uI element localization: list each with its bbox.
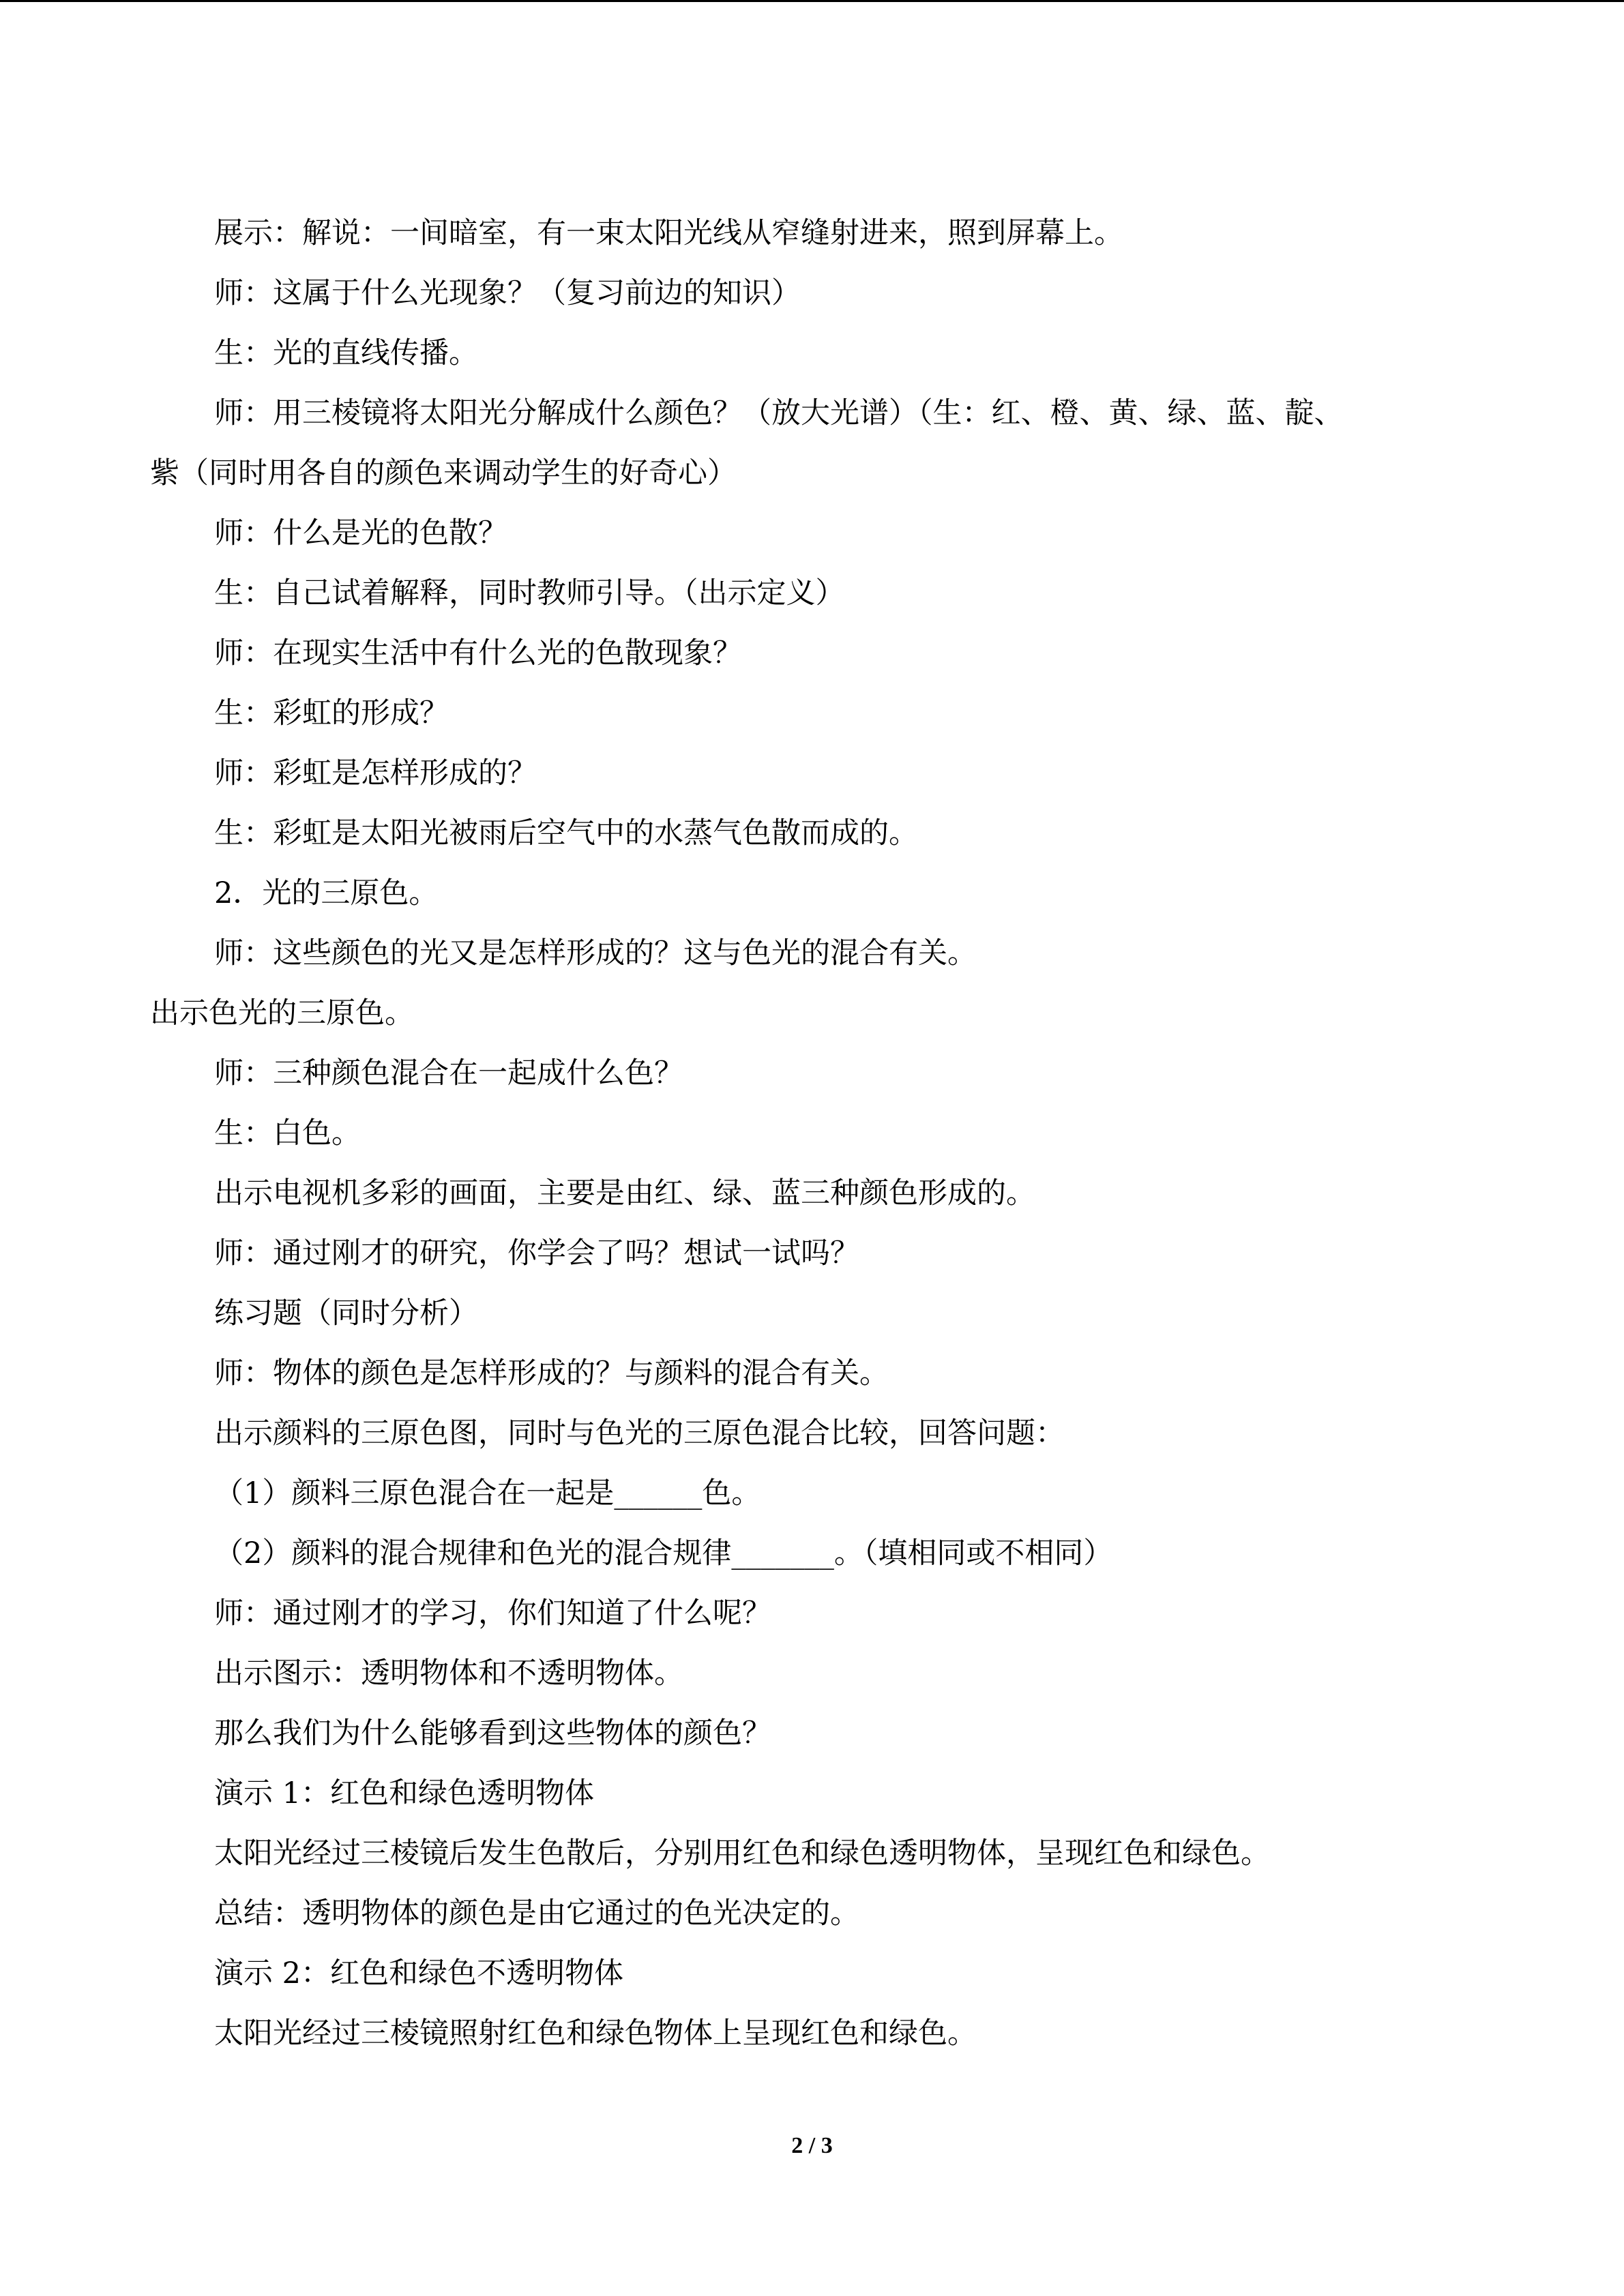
paragraph-line: 出示图示：透明物体和不透明物体。 bbox=[214, 1656, 683, 1690]
paragraph-line: 师：什么是光的色散？ bbox=[214, 516, 507, 550]
page-number: 2 / 3 bbox=[791, 2133, 833, 2158]
paragraph-line: 那么我们为什么能够看到这些物体的颜色？ bbox=[214, 1716, 771, 1750]
section-heading: 2．光的三原色。 bbox=[214, 876, 439, 910]
paragraph-line: 练习题（同时分析） bbox=[214, 1296, 478, 1330]
paragraph-line: 师：这属于什么光现象？（复习前边的知识） bbox=[214, 276, 801, 310]
paragraph-line: 出示电视机多彩的画面，主要是由红、绿、蓝三种颜色形成的。 bbox=[214, 1176, 1035, 1210]
paragraph-line: 紫（同时用各自的颜色来调动学生的好奇心） bbox=[150, 456, 737, 490]
page-top-border bbox=[0, 0, 1624, 2]
paragraph-line: 生：自己试着解释，同时教师引导。（出示定义） bbox=[214, 576, 845, 610]
paragraph-line: 出示颜料的三原色图，同时与色光的三原色混合比较，回答问题： bbox=[214, 1416, 1065, 1450]
paragraph-line: 演示 2：红色和绿色不透明物体 bbox=[214, 1956, 624, 1991]
paragraph-line: 太阳光经过三棱镜后发生色散后，分别用红色和绿色透明物体，呈现红色和绿色。 bbox=[214, 1836, 1270, 1870]
paragraph-line: 师：物体的颜色是怎样形成的？与颜料的混合有关。 bbox=[214, 1356, 889, 1390]
paragraph-line: 师：在现实生活中有什么光的色散现象？ bbox=[214, 636, 742, 670]
exercise-question-1: （1）颜料三原色混合在一起是______色。 bbox=[214, 1476, 761, 1510]
paragraph-line: 师：彩虹是怎样形成的？ bbox=[214, 756, 537, 790]
paragraph-line: 师：通过刚才的研究，你学会了吗？想试一试吗？ bbox=[214, 1236, 859, 1270]
paragraph-line: 师：用三棱镜将太阳光分解成什么颜色？（放大光谱）（生：红、橙、黄、绿、蓝、靛、 bbox=[214, 396, 1344, 430]
paragraph-line: 总结：透明物体的颜色是由它通过的色光决定的。 bbox=[214, 1896, 859, 1930]
exercise-question-2: （2）颜料的混合规律和色光的混合规律_______。（填相同或不相同） bbox=[214, 1536, 1113, 1570]
paragraph-line: 生：白色。 bbox=[214, 1116, 361, 1150]
paragraph-line: 生：彩虹的形成？ bbox=[214, 696, 449, 730]
paragraph-line: 太阳光经过三棱镜照射红色和绿色物体上呈现红色和绿色。 bbox=[214, 2016, 977, 2051]
paragraph-line: 师：三种颜色混合在一起成什么色？ bbox=[214, 1056, 683, 1090]
paragraph-line: 师：通过刚才的学习，你们知道了什么呢？ bbox=[214, 1596, 771, 1630]
paragraph-line: 展示：解说：一间暗室，有一束太阳光线从窄缝射进来，照到屏幕上。 bbox=[214, 216, 1123, 250]
paragraph-line: 生：光的直线传播。 bbox=[214, 336, 478, 370]
paragraph-line: 师：这些颜色的光又是怎样形成的？这与色光的混合有关。 bbox=[214, 936, 977, 970]
document-body bbox=[150, 203, 1480, 2063]
paragraph-line: 演示 1：红色和绿色透明物体 bbox=[214, 1776, 595, 1810]
paragraph-line: 生：彩虹是太阳光被雨后空气中的水蒸气色散而成的。 bbox=[214, 816, 918, 850]
paragraph-line: 出示色光的三原色。 bbox=[150, 996, 414, 1030]
